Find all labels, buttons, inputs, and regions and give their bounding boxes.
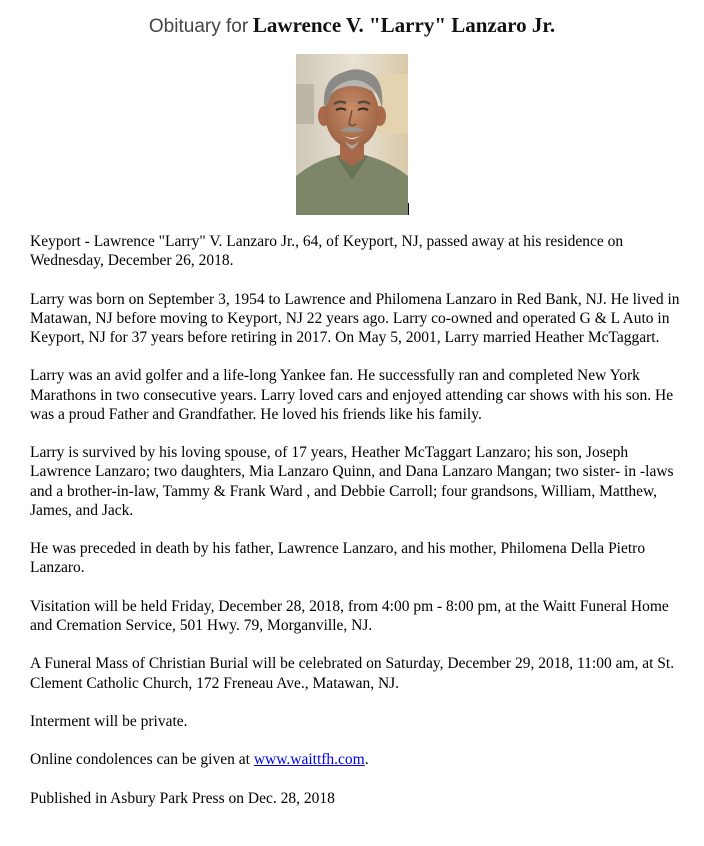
deceased-name: Lawrence V. "Larry" Lanzaro Jr. (252, 13, 556, 37)
funeral-home-link[interactable]: www.waittfh.com (253, 751, 365, 769)
paragraph-published: Published in Asbury Park Press on Dec. 28, 2018 (30, 789, 335, 807)
paragraph-visitation: Visitation will be held Friday, December 28, 2018, from 4:00 pm - 8:00 pm, at the Waitt Funeral Home and Cremation Service, 501 Hwy. 79, Morganville, NJ. (30, 597, 669, 634)
paragraph-interests: Larry was an avid golfer and a life-long Yankee fan. He successfully ran and completed New York Marathons in two consecutive years. Larry loved cars and enjoyed attending car shows with his son. He was a proud Father and Grandfather. He loved his friends like his family. (30, 367, 674, 423)
paragraph-biography: Larry was born on September 3, 1954 to Lawrence and Philomena Lanzaro in Red Bank, NJ. He lived in Matawan, NJ before moving to Keyport, NJ 22 years ago. Larry co-owned and operated G & L Auto in Keyport, NJ for 37 years before retiring in 2017. On May 5, 2001, Larry married Heather McTaggart. (30, 290, 680, 346)
title-prefix: Obituary for (148, 16, 249, 37)
page-title (0, 12, 704, 40)
condolences-text: Online condolences can be given at (30, 751, 250, 769)
photo-edge-mark (408, 203, 409, 215)
paragraph-condolences (30, 750, 680, 769)
paragraph-funeral-mass: A Funeral Mass of Christian Burial will be celebrated on Saturday, December 29, 2018, 11:00 am, at St. Clement Catholic Church, 172 Freneau Ave., Matawan, NJ. (30, 655, 675, 692)
obituary-body (30, 232, 680, 827)
paragraph-interment: Interment will be private. (30, 712, 188, 730)
portrait-photo (296, 54, 408, 215)
paragraph-survivors: Larry is survived by his loving spouse, of 17 years, Heather McTaggart Lanzaro; his son, Joseph Lawrence Lanzaro; two daughters, Mia Lanzaro Quinn, and Dana Lanzaro Mangan; two sister- in -laws and a brother-in-law, Tammy & Frank Ward , and Debbie Carroll; four grandsons, William, Matthew, James, and Jack. (30, 444, 674, 519)
paragraph-preceded: He was preceded in death by his father, Lawrence Lanzaro, and his mother, Philomena Della Pietro Lanzaro. (30, 540, 646, 577)
condolences-period: . (364, 751, 369, 769)
paragraph-announcement: Keyport - Lawrence "Larry" V. Lanzaro Jr., 64, of Keyport, NJ, passed away at his residence on Wednesday, December 26, 2018. (30, 233, 624, 270)
